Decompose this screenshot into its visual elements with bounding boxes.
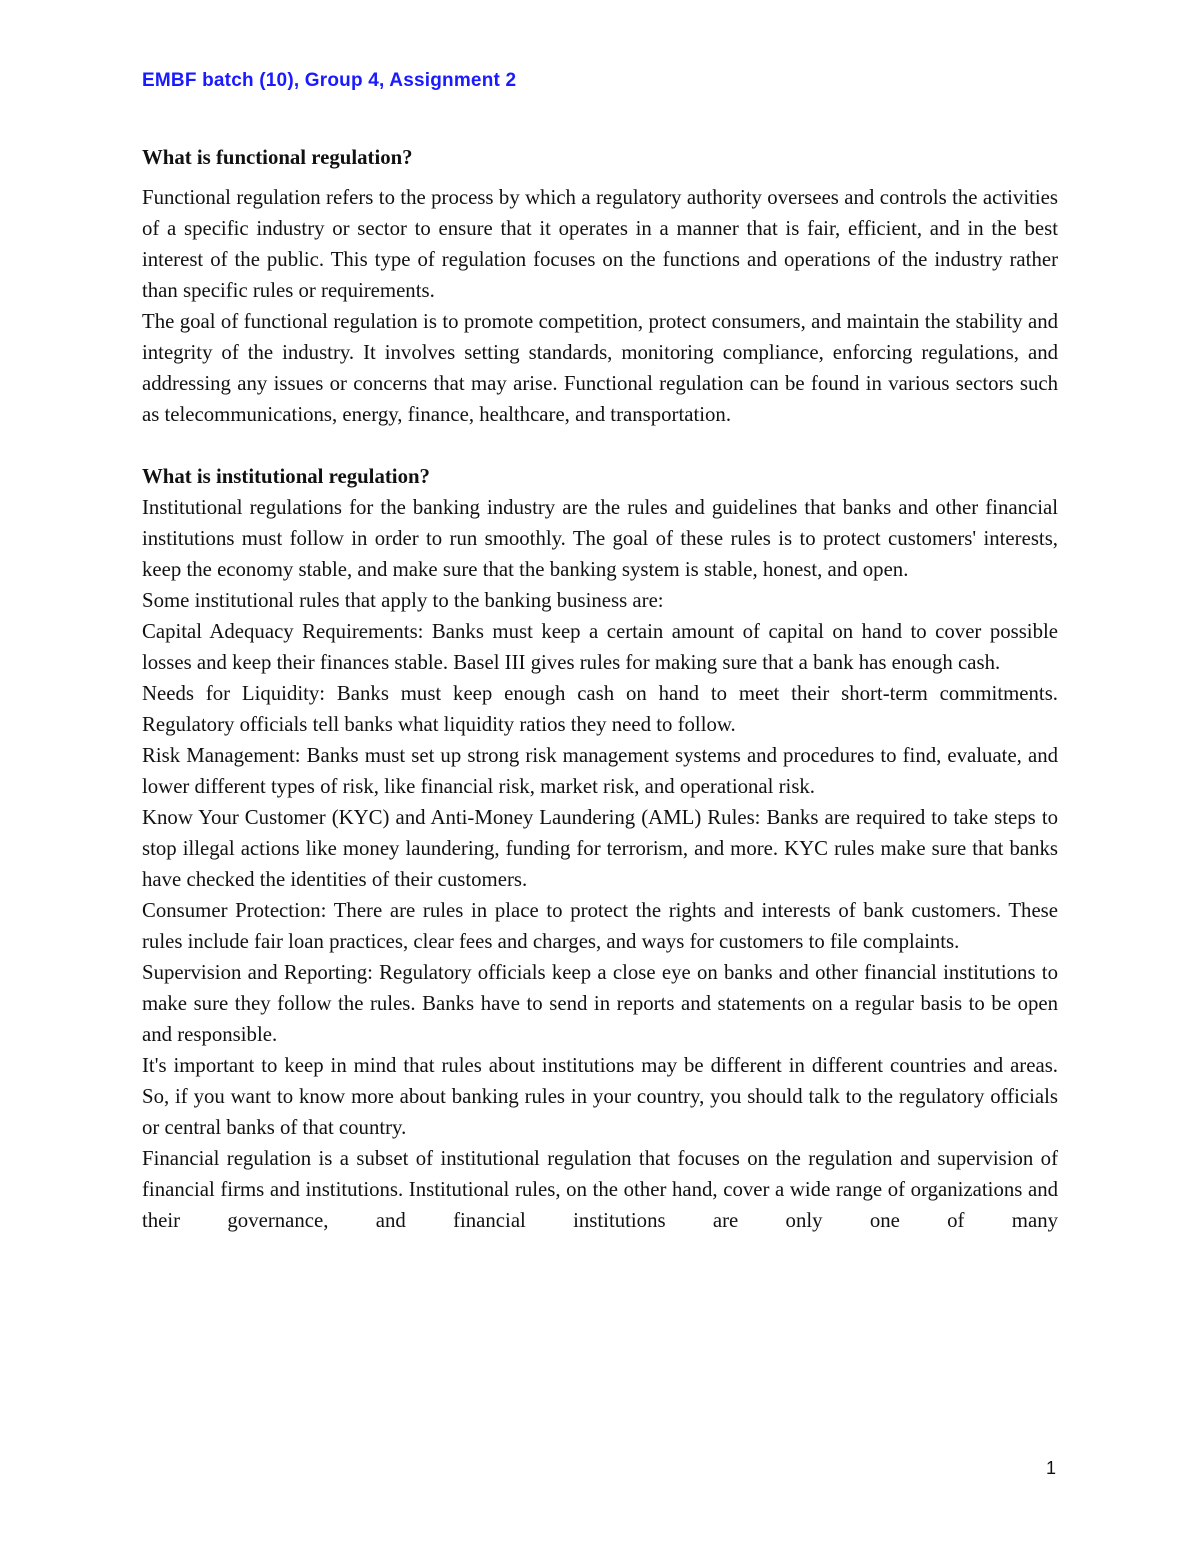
paragraph: Know Your Customer (KYC) and Anti-Money Laundering (AML) Rules: Banks are required to take steps to stop illegal actions like money laundering, funding for terrorism, and more. KYC rules make sure that banks have checked the identities of their customers. bbox=[142, 806, 1058, 891]
document-header: EMBF batch (10), Group 4, Assignment 2 bbox=[142, 70, 517, 91]
paragraph: Needs for Liquidity: Banks must keep enough cash on hand to meet their short-term commitments. Regulatory officials tell banks what liquidity ratios they need to follow. bbox=[142, 682, 1058, 736]
paragraph: Consumer Protection: There are rules in place to protect the rights and interests of bank customers. These rules include fair loan practices, clear fees and charges, and ways for customers to file complaints. bbox=[142, 899, 1058, 953]
paragraph: Some institutional rules that apply to the banking business are: bbox=[142, 589, 664, 612]
section-heading-functional: What is functional regulation? bbox=[142, 146, 413, 169]
page-number: 1 bbox=[1046, 1458, 1057, 1478]
spacer bbox=[142, 430, 1058, 461]
paragraph: The goal of functional regulation is to promote competition, protect consumers, and maintain the stability and integrity of the industry. It involves setting standards, monitoring compliance, enforcing regulations, and addressing any issues or concerns that may arise. Functional regulation can be found in various sectors such as telecommunications, energy, finance, healthcare, and transportation. bbox=[142, 310, 1058, 426]
paragraph: Institutional regulations for the banking industry are the rules and guidelines that banks and other financial institutions must follow in order to run smoothly. The goal of these rules is to protect customers' interests, keep the economy stable, and make sure that the banking system is stable, honest, and open. bbox=[142, 496, 1058, 581]
paragraph: Functional regulation refers to the process by which a regulatory authority oversees and controls the activities of a specific industry or sector to ensure that it operates in a manner that is fair, efficient, and in the best interest of the public. This type of regulation focuses on the functions and operations of the industry rather than specific rules or requirements. bbox=[142, 186, 1058, 302]
section-heading-institutional: What is institutional regulation? bbox=[142, 465, 430, 488]
paragraph: Risk Management: Banks must set up strong risk management systems and procedures to find, evaluate, and lower different types of risk, like financial risk, market risk, and operational risk. bbox=[142, 744, 1058, 798]
document-body bbox=[142, 142, 1058, 1236]
spacer bbox=[142, 173, 1058, 182]
paragraph: Supervision and Reporting: Regulatory officials keep a close eye on banks and other financial institutions to make sure they follow the rules. Banks have to send in reports and statements on a regular basis to be open and responsible. bbox=[142, 961, 1058, 1046]
paragraph: Capital Adequacy Requirements: Banks must keep a certain amount of capital on hand to cover possible losses and keep their finances stable. Basel III gives rules for making sure that a bank has enough cash. bbox=[142, 620, 1058, 674]
paragraph: Financial regulation is a subset of institutional regulation that focuses on the regulation and supervision of financial firms and institutions. Institutional rules, on the other hand, cover a wide range of organizations and their governance, and financial institutions are only one of many bbox=[142, 1147, 1058, 1232]
paragraph: It's important to keep in mind that rules about institutions may be different in different countries and areas. So, if you want to know more about banking rules in your country, you should talk to the regulatory officials or central banks of that country. bbox=[142, 1054, 1058, 1139]
